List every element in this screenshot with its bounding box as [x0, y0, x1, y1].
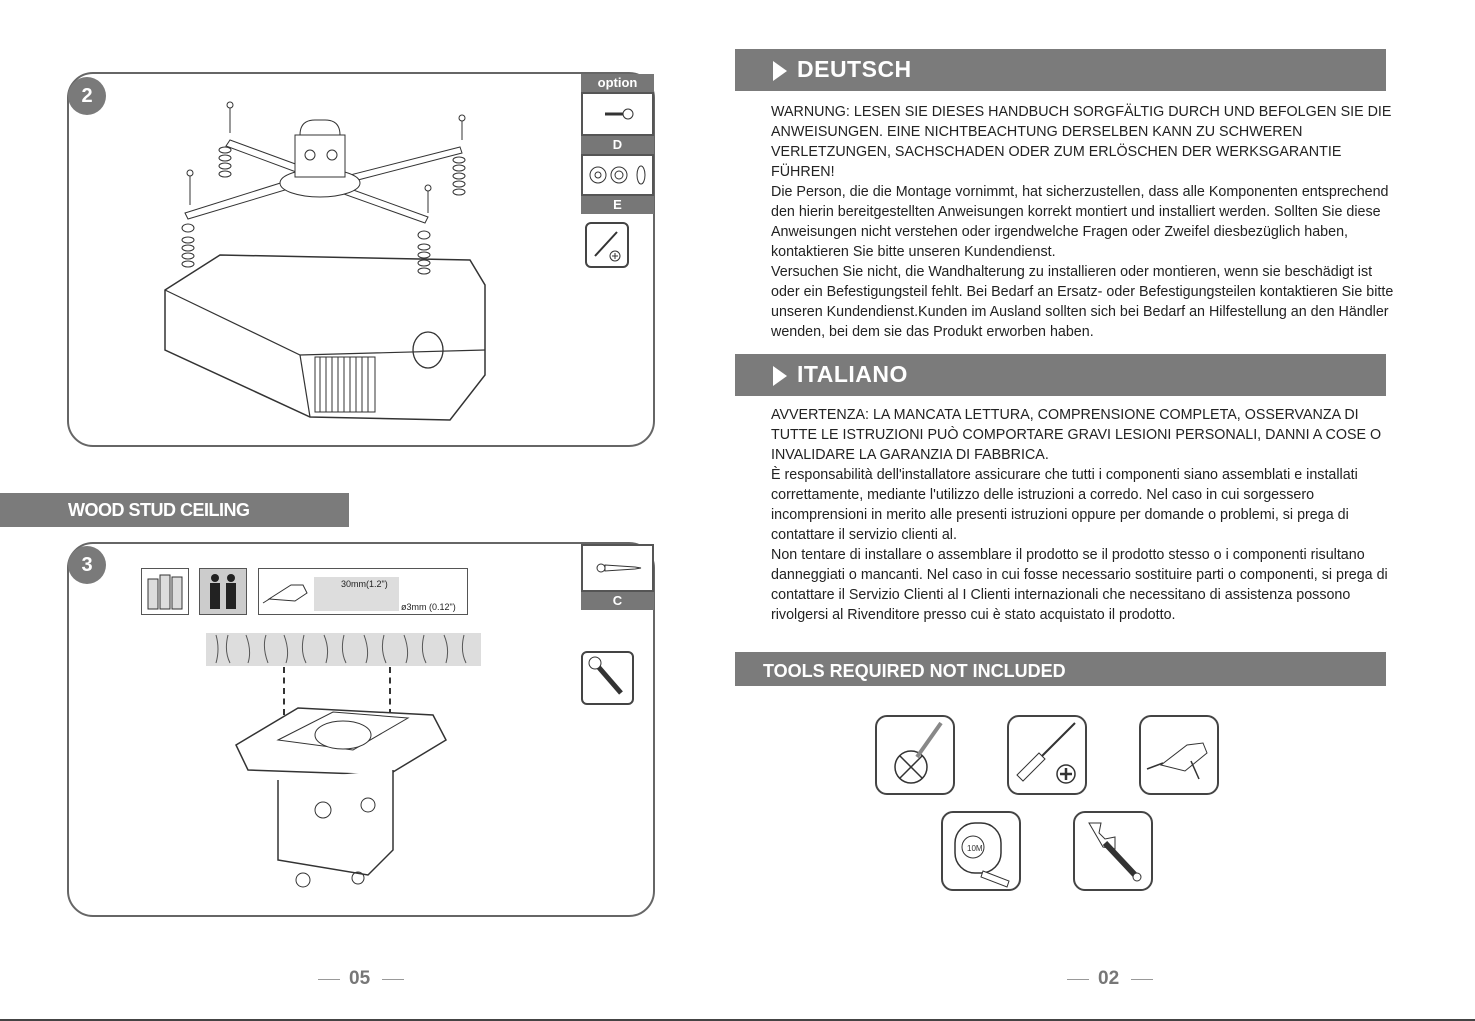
- italiano-paragraph: È responsabilità dell'installatore assicurare che tutti i componenti siano assemblati e installati correttamente, mediante l'utilizzo delle istruzioni a corredo. Nel caso in cui sorgessero incomprensioni in merito alle presenti istruzioni oppure per domande o problemi, si prega di contattare il servizio clienti al.: [771, 467, 1358, 543]
- page-number-dash-left: [318, 979, 340, 980]
- part-d-label: D: [581, 136, 654, 154]
- washer-icon: [583, 156, 652, 194]
- drill-diameter: ø3mm (0.12"): [401, 602, 456, 612]
- tools-heading: TOOLS REQUIRED NOT INCLUDED: [763, 661, 1066, 681]
- no-hammer-icon: [875, 715, 955, 795]
- wrench-icon: [581, 651, 634, 705]
- option-screw-box: [581, 92, 654, 136]
- section-title: WOOD STUD CEILING: [68, 500, 250, 520]
- page-number-right: 02: [1098, 968, 1120, 989]
- drill-depth: 30mm(1.2"): [341, 579, 388, 589]
- deutsch-text: [771, 102, 1396, 342]
- italiano-text: [771, 405, 1396, 625]
- deutsch-heading: DEUTSCH: [797, 56, 912, 82]
- option-label: option: [581, 74, 654, 92]
- page-number-dash-right: [1131, 979, 1153, 980]
- wood-ceiling-strip: [206, 633, 481, 666]
- italiano-header: [735, 354, 1386, 396]
- two-person-icon: [199, 568, 247, 615]
- lag-bolt-icon: [583, 546, 652, 590]
- step2-number: 2: [68, 77, 106, 115]
- page-number-dash-right: [382, 979, 404, 980]
- italiano-paragraph: AVVERTENZA: LA MANCATA LETTURA, COMPRENSIONE COMPLETA, OSSERVANZA DI TUTTE LE ISTRUZIONI PUÒ COMPORTARE GRAVI LESIONI PERSONALI, DANNI A COSE O INVALIDARE LA GARANZIA DI FABBRICA.: [771, 407, 1382, 463]
- power-drill-icon: [1139, 715, 1219, 795]
- part-d-box: [581, 154, 654, 196]
- screw-icon: [583, 94, 652, 134]
- deutsch-paragraph: WARNUNG: LESEN SIE DIESES HANDBUCH SORGFÄLTIG DURCH UND BEFOLGEN SIE DIE ANWEISUNGEN. EINE NICHTBEACHTUNG DERSELBEN KANN ZU SCHWEREN VERLETZUNGEN, SACHSCHADEN ODER ZUM ERLÖSCHEN DER WERKSGARANTIE FÜHREN!: [771, 104, 1392, 180]
- page-number-left: 05: [349, 968, 371, 989]
- screwdriver-icon: [585, 222, 629, 268]
- tape-label: 10M: [967, 844, 983, 853]
- drill-spec-box: [258, 568, 468, 615]
- wood-stud-icon: [141, 568, 189, 615]
- part-c-box: [581, 544, 654, 592]
- triangle-icon: [773, 61, 787, 81]
- part-e-label: E: [581, 196, 654, 214]
- drill-icon: [261, 571, 316, 613]
- triangle-icon: [773, 366, 787, 386]
- tape-measure-icon: [941, 811, 1021, 891]
- page-number-dash-left: [1067, 979, 1089, 980]
- italiano-paragraph: Non tentare di installare o assemblare il prodotto se il prodotto stesso o i componenti risultano danneggiati o mancanti. Nel caso in cui fosse necessario sostituire parti o componenti, si prega di contattare il Servizio Clienti al I Clienti internazionali che necessitano di assistenza possono rivolgersi al Rivenditore presso cui è stato acquistato il prodotto.: [771, 547, 1388, 623]
- adjustable-wrench-icon: [1073, 811, 1153, 891]
- deutsch-paragraph: Die Person, die die Montage vornimmt, hat sicherzustellen, dass alle Komponenten entsprechend den hierin bereitgestellten Anweisungen korrekt montiert und installiert werden. Sollten Sie diese Anweisungen nicht verstehen oder irgendwelche Fragen oder Zweifel diesbezüglich haben, kontaktieren Sie bitte unseren Kundendienst.: [771, 184, 1389, 260]
- step3-number: 3: [68, 546, 106, 584]
- part-c-label: C: [581, 592, 654, 610]
- italiano-heading: ITALIANO: [797, 361, 908, 387]
- step2-illustration: [150, 95, 500, 430]
- deutsch-header: [735, 49, 1386, 91]
- deutsch-paragraph: Versuchen Sie nicht, die Wandhalterung zu installieren oder montieren, wenn sie beschädigt ist oder ein Befestigungsteil fehlt. Bei Bedarf an Ersatz- oder Befestigungsteilen kontaktieren Sie bitte unseren Kundendienst.Kunden im Ausland sollten sich bei Bedarf an Hilfestellung an den Händler wenden, bei dem sie das Produkt erworben haben.: [771, 264, 1394, 340]
- phillips-screwdriver-icon: [1007, 715, 1087, 795]
- ceiling-plate-illustration: [228, 700, 453, 900]
